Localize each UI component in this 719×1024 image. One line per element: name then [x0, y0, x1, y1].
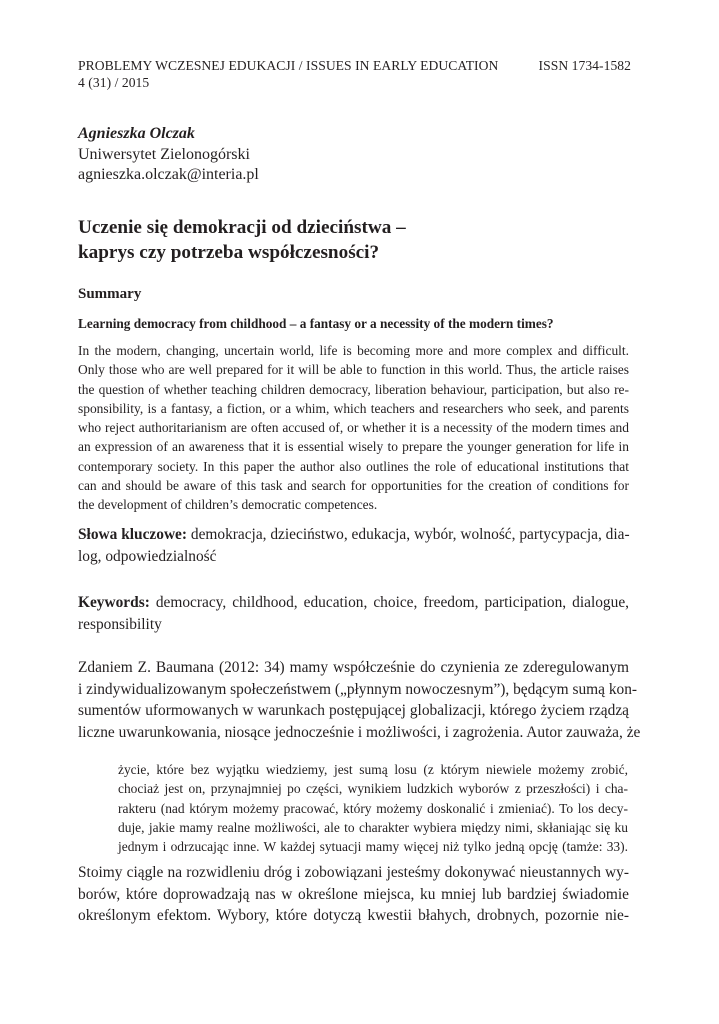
paragraph-line: Stoimy ciągle na rozwidleniu dróg i zobowiązani jesteśmy dokonywać nieustannych wy-: [78, 864, 629, 881]
paragraph-line: i zindywidualizowanym społeczeństwem („płynnym nowoczesnym”), będącym sumą kon-: [78, 680, 638, 698]
quote-line: chociaż jest on, przynajmniej po części, wynikiem ludzkich wyborów z przeszłości) i cha-: [118, 781, 628, 797]
abstract-line: can and should be aware of this task and search for opportunities for the creation of conditions for: [78, 478, 629, 494]
issue-number: 4 (31) / 2015: [78, 75, 150, 90]
title-line: kaprys czy potrzeba współczesności?: [78, 242, 380, 263]
keywords-line: [78, 524, 629, 546]
quote-line: rakteru (nad którym możemy pracować, który możemy doskonalić i zmieniać). To los decy-: [118, 800, 628, 816]
summary-abstract: [78, 341, 629, 515]
keywords-label: Słowa kluczowe:: [78, 526, 188, 543]
keywords-line: responsibility: [78, 615, 162, 633]
quote-line: życie, które bez wyjątku wiedziemy, jest sumą losu (z którym niewiele możemy zrobić,: [118, 762, 628, 777]
issn: ISSN 1734-1582: [538, 58, 631, 73]
abstract-line: sponsibility, is a fantasy, a fiction, or a whim, which teachers and researchers who seek, and parents: [78, 400, 629, 416]
summary-subtitle: Learning democracy from childhood – a fantasy or a necessity of the modern times?: [78, 316, 554, 331]
paragraph-line: Zdaniem Z. Baumana (2012: 34) mamy współcześnie do czynienia ze zderegulowanym: [78, 659, 629, 676]
paragraph-line: sumentów uformowanych w warunkach postępującej globalizacji, którego życiem rządzą: [78, 702, 629, 720]
article-title: [78, 215, 406, 265]
abstract-line: In the modern, changing, uncertain world, life is becoming more and more complex and difficult.: [78, 343, 629, 358]
body-paragraph: [78, 657, 641, 743]
keywords-polish: [78, 524, 629, 567]
author-email: agnieszka.olczak@interia.pl: [78, 166, 259, 183]
summary-heading: Summary: [78, 286, 142, 302]
journal-name: PROBLEMY WCZESNEJ EDUKACJI / ISSUES IN EARLY EDUCATION: [78, 58, 499, 73]
paragraph-line: liczne uwarunkowania, niosące jednocześnie i możliwości, i zagrożenia. Autor zauważa, że: [78, 723, 641, 741]
abstract-line: contemporary society. In this paper the author also outlines the role of educational institutions that: [78, 458, 629, 474]
abstract-line: an expression of an awareness that it is essential wisely to prepare the younger generation for life in: [78, 439, 629, 455]
keywords-line: log, odpowiedzialność: [78, 547, 217, 565]
keywords-english: [78, 592, 629, 635]
body-paragraph: [78, 862, 629, 927]
keywords-text: demokracja, dzieciństwo, edukacja, wybór, wolność, partycypacja, dia-: [190, 526, 630, 543]
keywords-line: [78, 592, 629, 614]
author-affiliation: Uniwersytet Zielonogórski: [78, 145, 250, 163]
quote-line: duje, jakie mamy realne możliwości, ale to charakter wybiera między nimi, skłaniając się ku: [118, 819, 628, 835]
abstract-line: Only those who are well prepared for it will be able to function in this world. Thus, the article raises: [78, 362, 629, 378]
quote-line: jednym i odrzucając inne. W każdej sytuacji mamy więcej niż tylko jedną opcję (tamże: 33).: [118, 839, 628, 855]
abstract-line: the development of children’s democratic competences.: [78, 497, 378, 513]
author-name: Agnieszka Olczak: [78, 125, 195, 142]
paragraph-line: borów, które doprowadzają nas w określone miejsca, ku mniej lub bardziej świadomie: [78, 885, 629, 903]
keywords-label: Keywords:: [78, 594, 150, 611]
journal-header: [78, 57, 631, 91]
block-quote: [118, 760, 628, 856]
abstract-line: who reject authoritarianism are often accused of, or whether it is a necessity of the modern times and: [78, 420, 629, 436]
author-block: [78, 124, 259, 186]
keywords-text: democracy, childhood, education, choice, freedom, participation, dialogue,: [155, 594, 629, 611]
abstract-line: the question of whether teaching children democracy, liberation behaviour, participation, but also re-: [78, 381, 629, 397]
paragraph-line: określonym efektom. Wybory, które dotyczą kwestii błahych, drobnych, pozornie nie-: [78, 907, 629, 925]
title-line: Uczenie się demokracji od dzieciństwa –: [78, 217, 406, 238]
